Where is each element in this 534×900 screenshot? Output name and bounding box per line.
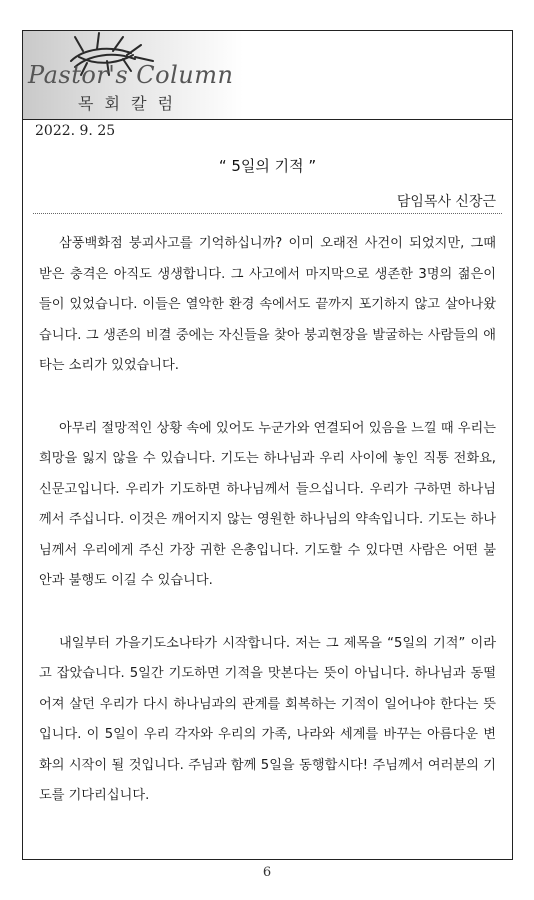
article-title: “ 5일의 기적 ” (218, 157, 317, 175)
page-number: 6 (262, 865, 272, 880)
article-date: 2022. 9. 25 (35, 123, 116, 139)
paragraph: 삼풍백화점 붕괴사고를 기억하십니까? 이미 오래전 사건이 되었지만, 그때 받은 충격은 아직도 생생합니다. 그 사고에서 마지막으로 생존한 3명의 젊은이들이 있었습니다. 이들은 열악한 환경 속에서도 끝까지 포기하지 않고 살아나왔습니다. 그 생존의 비결 중에는 자신들을 찾아 붕괴현장을 발굴하는 사람들의 애타는 소리가 있었습니다. (39, 236, 496, 373)
paragraph: 아무리 절망적인 상황 속에 있어도 누군가와 연결되어 있음을 느낄 때 우리는 희망을 잃지 않을 수 있습니다. 기도는 하나님과 우리 사이에 놓인 직통 전화요, 신문고입니다. 우리가 기도하면 하나님께서 들으십니다. 우리가 구하면 하나님께서 주십니다. 이것은 깨어지지 않는 영원한 하나님의 약속입니다. 기도는 하나님께서 우리에게 주신 가장 귀한 은총입니다. 기도할 수 있다면 사람은 어떤 불안과 불행도 이길 수 있습니다. (39, 420, 496, 588)
column-frame (22, 30, 513, 860)
header-banner-image (23, 31, 243, 119)
column-header (23, 31, 512, 120)
column-title: Pastor's Column (28, 61, 234, 89)
dotted-divider (33, 213, 502, 214)
column-subtitle: 목 회 칼 럼 (78, 94, 177, 113)
paragraph: 내일부터 가을기도소나타가 시작합니다. 저는 그 제목을 “5일의 기적” 이라고 잡았습니다. 5일간 기도하면 기적을 맛본다는 뜻이 아닙니다. 하나님과 동떨어져 살던 우리가 다시 하나님과의 관계를 회복하는 기적이 일어나야 한다는 뜻입니다. 이 5일이 우리 각자와 우리의 가족, 나라와 세계를 바꾸는 아름다운 변화의 시작이 될 것입니다. 주님과 함께 5일을 동행합시다! 주님께서 여러분의 기도를 기다리십니다. (39, 635, 496, 803)
article-author: 담임목사 신장근 (396, 194, 496, 210)
article-body (39, 229, 496, 844)
